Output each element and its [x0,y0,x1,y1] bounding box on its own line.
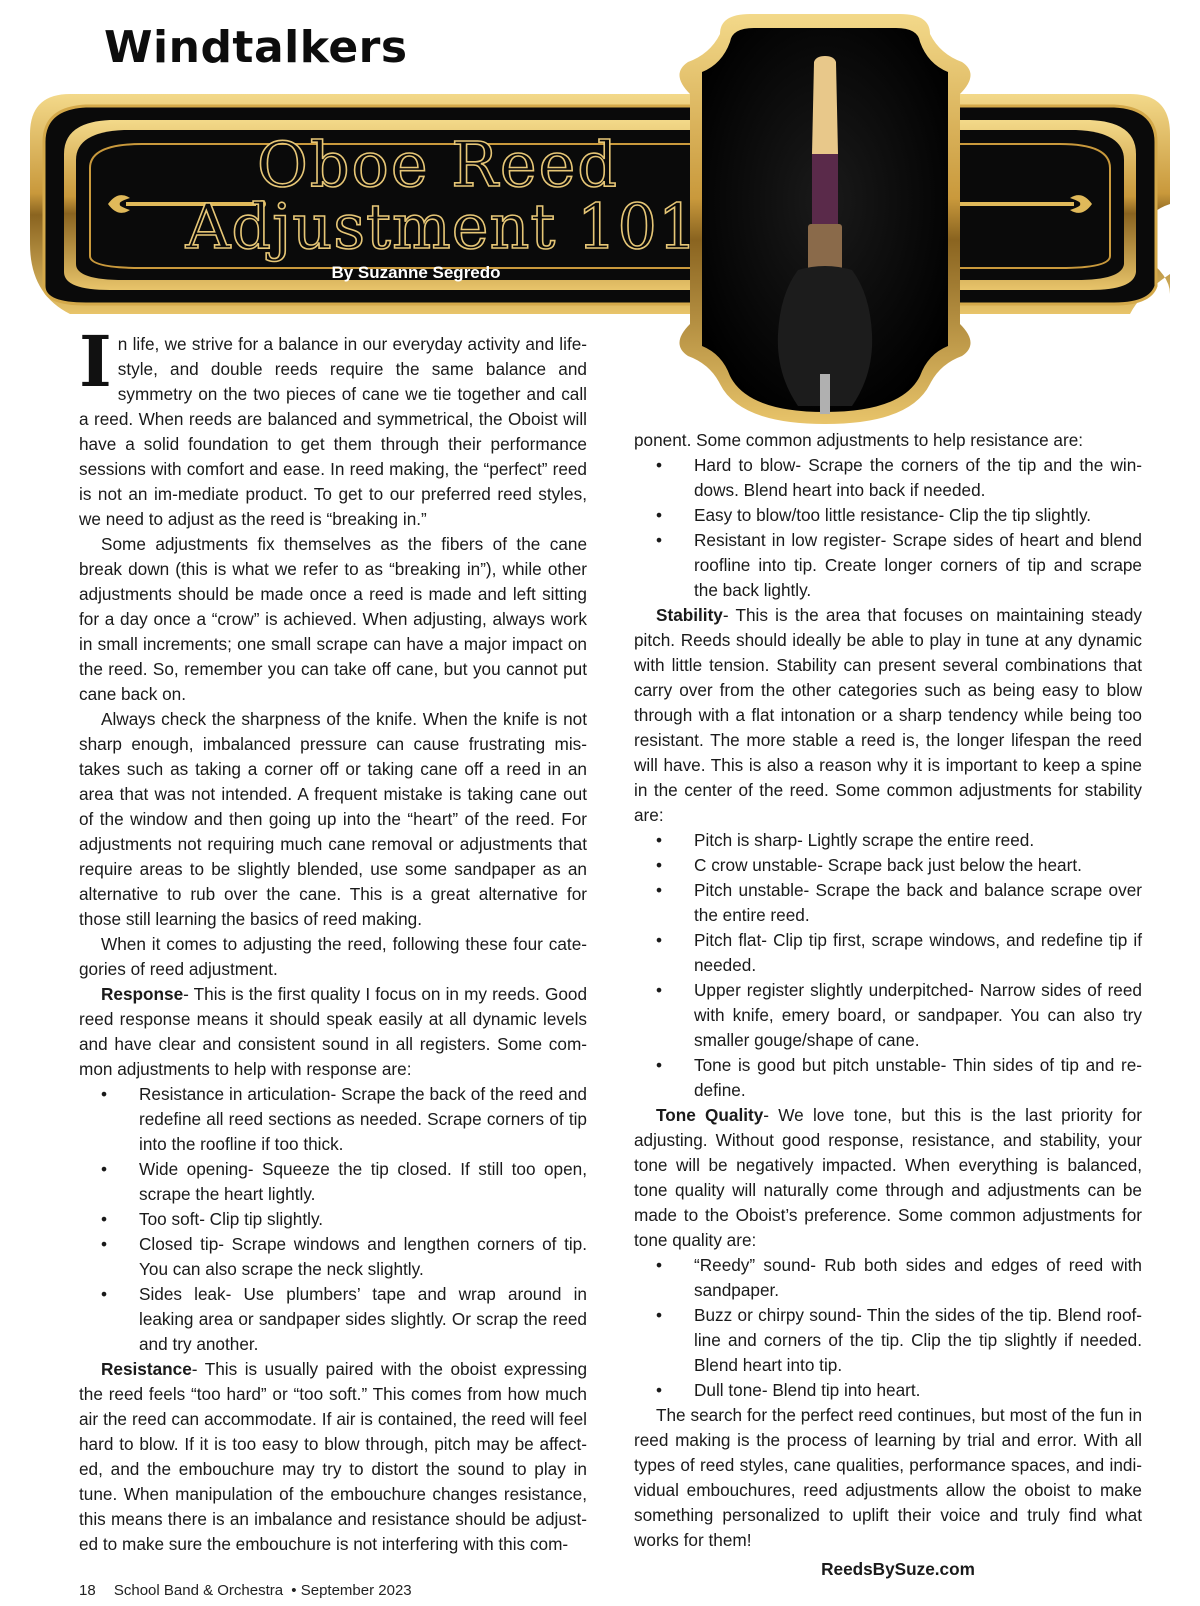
byline: By Suzanne Segredo [331,263,501,282]
list-item: • Sides leak- Use plumbers’ tape and wrap around in leaking area or sandpaper sides slightly. Or scrap the reed and try another. [101,1284,587,1354]
resistance-paragraph: Resistance- This is usually paired with the oboist expressing the reed feels “too hard” or “too soft.” This comes from how much air the reed can accommodate. If air is contained, the reed will feel hard to blow. If it is too easy to blow through, pitch may be affect-ed, and the embouchure may try to distort the sound to play in tune. When manipulation of the embouchure changes resistance, this means there is an imbalance and resistance should be adjust-ed to make sure the embouchure is not interfering with this com- [79,1359,587,1554]
website-link[interactable]: ReedsBySuze.com [821,1559,975,1579]
page-number: 18 [79,1582,96,1599]
list-item: • Pitch unstable- Scrape the back and balance scrape over the entire reed. [656,880,1142,925]
list-item: • Tone is good but pitch unstable- Thin sides of tip and re-define. [656,1055,1142,1100]
list-item: • Buzz or chirpy sound- Thin the sides of the tip. Blend roof-line and corners of the tip. Clip the tip slightly if needed. Blend heart into tip. [656,1305,1142,1375]
stability-paragraph: Stability- This is the area that focuses on maintaining steady pitch. Reeds should ideally be able to play in tune at any dynamic with little tension. Stability can present several combinations that carry over from the other categories such as being easy to blow through with a flat intonation or a sharp tendency while being too resistant. The more stable a reed is, the longer lifespan the reed will have. This is also a reason why it is important to keep a spine in the center of the reed. Some common adjustments for stability are: [634,605,1142,825]
article-paragraph: When it comes to adjusting the reed, following these four cate-gories of reed adjustment. [79,934,587,979]
publication-name: School Band & Orchestra [113,1582,284,1599]
list-item: • Closed tip- Scrape windows and lengthen corners of tip. You can also scrape the neck slightly. [101,1234,587,1279]
stability-list [634,828,1142,1103]
list-item: • Resistance in articulation- Scrape the back of the reed and redefine all reed sections as needed. Scrape corners of tip into the roofline if too thick. [101,1084,587,1154]
article-paragraph: Always check the sharpness of the knife. When the knife is not sharp enough, imbalanced pressure can cause frustrating mis-takes such as taking a corner off or taking cane off a reed in an area that was not intended. A frequent mistake is taking cane out of the window and then going up into the “heart” of the reed. For adjustments not requiring much cane removal or adjustments that require areas to be slightly blended, use some sandpaper as an alternative to rub over the cane. This is a great alternative for those still learning the basics of reed making. [79,709,587,929]
list-item: • Too soft- Clip tip slightly. [101,1209,324,1229]
list-item: • Upper register slightly underpitched- Narrow sides of reed with knife, emery board, or sandpaper. You can also try smaller gouge/shape of cane. [656,980,1142,1050]
banner-title-line2: Adjustment 101 [185,190,699,263]
article-intro-paragraph: In life, we strive for a balance in our everyday activity and life-style, and double reeds require the same balance and symmetry on the two pieces of cane we tie together and call a reed. When reeds are balanced and symmetrical, the Oboist will have a solid foundation to get them through their performance sessions with comfort and ease. In reed making, the “perfect” reed is not an im-mediate product. To get to our preferred reed styles, we need to adjust as the reed is “breaking in.” [79,320,587,529]
tone-heading: Tone Quality [656,1105,764,1125]
resistance-list [634,453,1142,603]
tone-paragraph: Tone Quality- We love tone, but this is the last priority for adjusting. Without good response, resistance, and stability, your tone will be negatively impacted. When everything is balanced, tone quality will naturally come through and adjustments can be made to the Oboist’s preference. Some common adjustments for tone quality are: [634,1105,1142,1250]
page-footer [79,1582,426,1599]
list-item: • C crow unstable- Scrape back just below the heart. [656,855,1082,875]
resistance-continued: ponent. Some common adjustments to help resistance are: [634,430,1084,450]
section-title: Windtalkers [104,22,408,73]
closing-paragraph: The search for the perfect reed continues, but most of the fun in reed making is the process of learning by trial and error. With all types of reed styles, cane qualities, performance spaces, and indi-vidual embouchures, reed adjustments allow the oboist to make something personalized to uplift their voice and truly find what works for them! [634,1405,1142,1550]
list-item: • Dull tone- Blend tip into heart. [656,1380,921,1400]
issue-date: • September 2023 [291,1582,412,1599]
list-item: • Wide opening- Squeeze the tip closed. If still too open, scrape the heart lightly. [101,1159,587,1204]
list-item: • Resistant in low register- Scrape sides of heart and blend roofline into tip. Create longer corners of tip and scrape the back lightly. [656,530,1142,600]
list-item: • Easy to blow/too little resistance- Clip the tip slightly. [656,505,1092,525]
article-paragraph: Some adjustments fix themselves as the fibers of the cane break down (this is what we refer to as “breaking in”), while other adjustments should be made once a reed is made and left sitting for a day once a “crow” is achieved. When adjusting, always work in small increments; one small scrape can have a major impact on the reed. So, remember you can take off cane, but you cannot put cane back on. [79,534,587,704]
response-heading: Response [101,984,184,1004]
list-item: • Pitch flat- Clip tip first, scrape windows, and redefine tip if needed. [656,930,1142,975]
list-item: • Hard to blow- Scrape the corners of the tip and the win-dows. Blend heart into back if needed. [656,455,1142,500]
list-item: • “Reedy” sound- Rub both sides and edges of reed with sandpaper. [656,1255,1142,1300]
resistance-heading: Resistance [101,1359,192,1379]
list-item: • Pitch is sharp- Lightly scrape the entire reed. [656,830,1035,850]
tone-list [634,1253,1142,1403]
banner-title-line1: Oboe Reed [257,128,619,201]
stability-heading: Stability [656,605,723,625]
response-list [79,1082,587,1357]
response-paragraph: Response- This is the first quality I focus on in my reeds. Good reed response means it should speak easily at all dynamic levels and have clear and consistent sound in all registers. Some com-mon adjustments to help with response are: [79,984,587,1079]
article-column-right [634,428,1142,1582]
article-column-left [79,320,587,1557]
drop-cap: I [79,320,112,403]
